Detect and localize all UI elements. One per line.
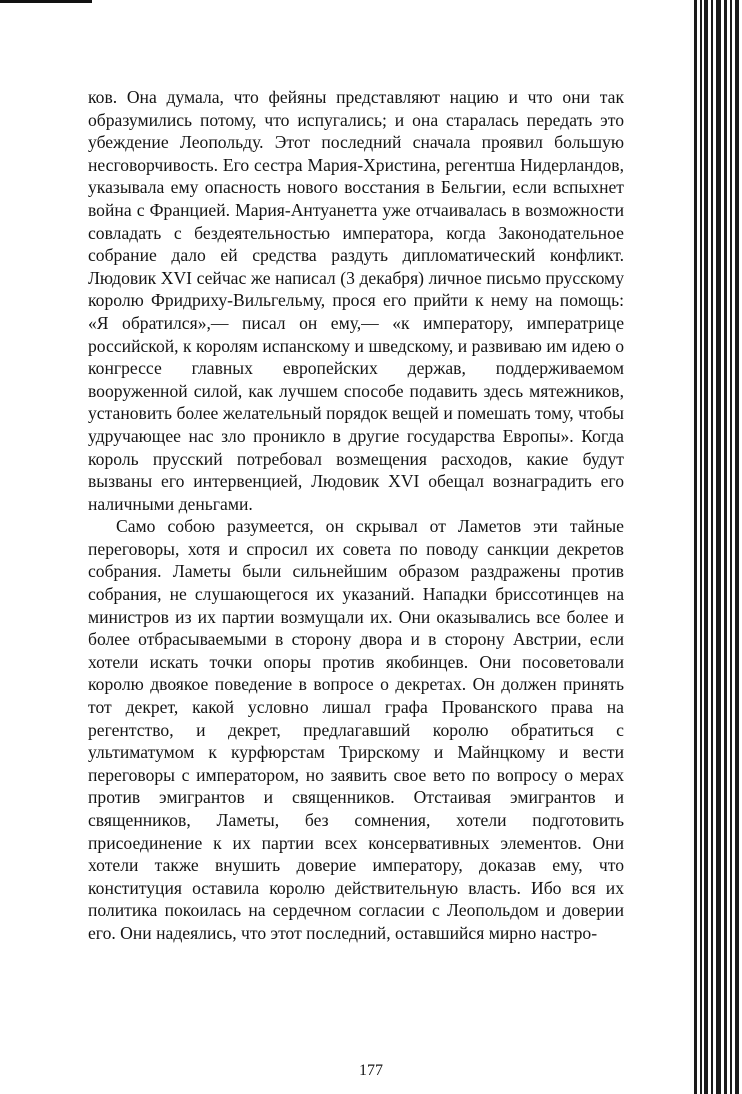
paragraph-1: ков. Она думала, что фейяны представляют нацию и что они так образумились потому, что испугались; и она старалась передать это убеждение Леопольду. Этот последний сначала проявил большую несговорчивость. Его сестра Мария-Христина, регентша Нидерландов, указывала ему опасность нового восстания в Бельгии, если вспыхнет война с Францией. Мария-Антуанетта уже отчаивалась в возможности совладать с бездеятельностью императора, когда Законодательное собрание дало ей средства раздуть дипломатический конфликт. Людовик XVI сейчас же написал (3 декабря) личное письмо прусскому королю Фридриху-Вильгельму, прося его прийти к нему на помощь: «Я обратился»,— писал он ему,— «к императору, императрице российской, к королям испанскому и шведскому, и развиваю им идею о конгрессе главных европейских держав, поддерживаемом вооруженной силой, как лучшем способе подавить здесь мятежников, установить более желательный порядок вещей и помешать тому, чтобы удручающее нас зло проникло в другие государства Европы». Когда король прусский потребовал возмещения расходов, какие будут вызваны его интервенцией, Людовик XVI обещал вознаградить его наличными деньгами. <box>88 87 624 514</box>
page-text <box>88 86 624 945</box>
top-rule <box>0 0 92 3</box>
page-number: 177 <box>359 1062 383 1079</box>
paragraph-2: Само собою разумеется, он скрывал от Ламетов эти тайные переговоры, хотя и спросил их совета по поводу санкции декретов собрания. Ламеты были сильнейшим образом раздражены против собрания, не слушающегося их указаний. Нападки бриссотинцев на министров из их партии возмущали их. Они оказывались все более и более отбрасываемыми в сторону двора и в сторону Австрии, если хотели искать точки опоры против якобинцев. Они посоветовали королю двоякое поведение в вопросе о декретах. Он должен принять тот декрет, какой условно лишал графа Прованского права на регентство, и декрет, предлагавший королю обратиться с ультиматумом к курфюрстам Трирскому и Майнцкому и вести переговоры с императором, но заявить свое вето по вопросу о мерах против эмигрантов и священников. Отстаивая эмигрантов и священников, Ламеты, без сомнения, хотели подготовить присоединение к их партии всех консервативных элементов. Они хотели также внушить доверие императору, доказав ему, что конституция оставила королю действительную власть. Ибо вся их политика покоилась на сердечном согласии с Леопольдом и доверии его. Они надеялись, что этот последний, оставшийся мирно настро- <box>88 516 624 943</box>
book-edge-shadow <box>692 0 742 1094</box>
